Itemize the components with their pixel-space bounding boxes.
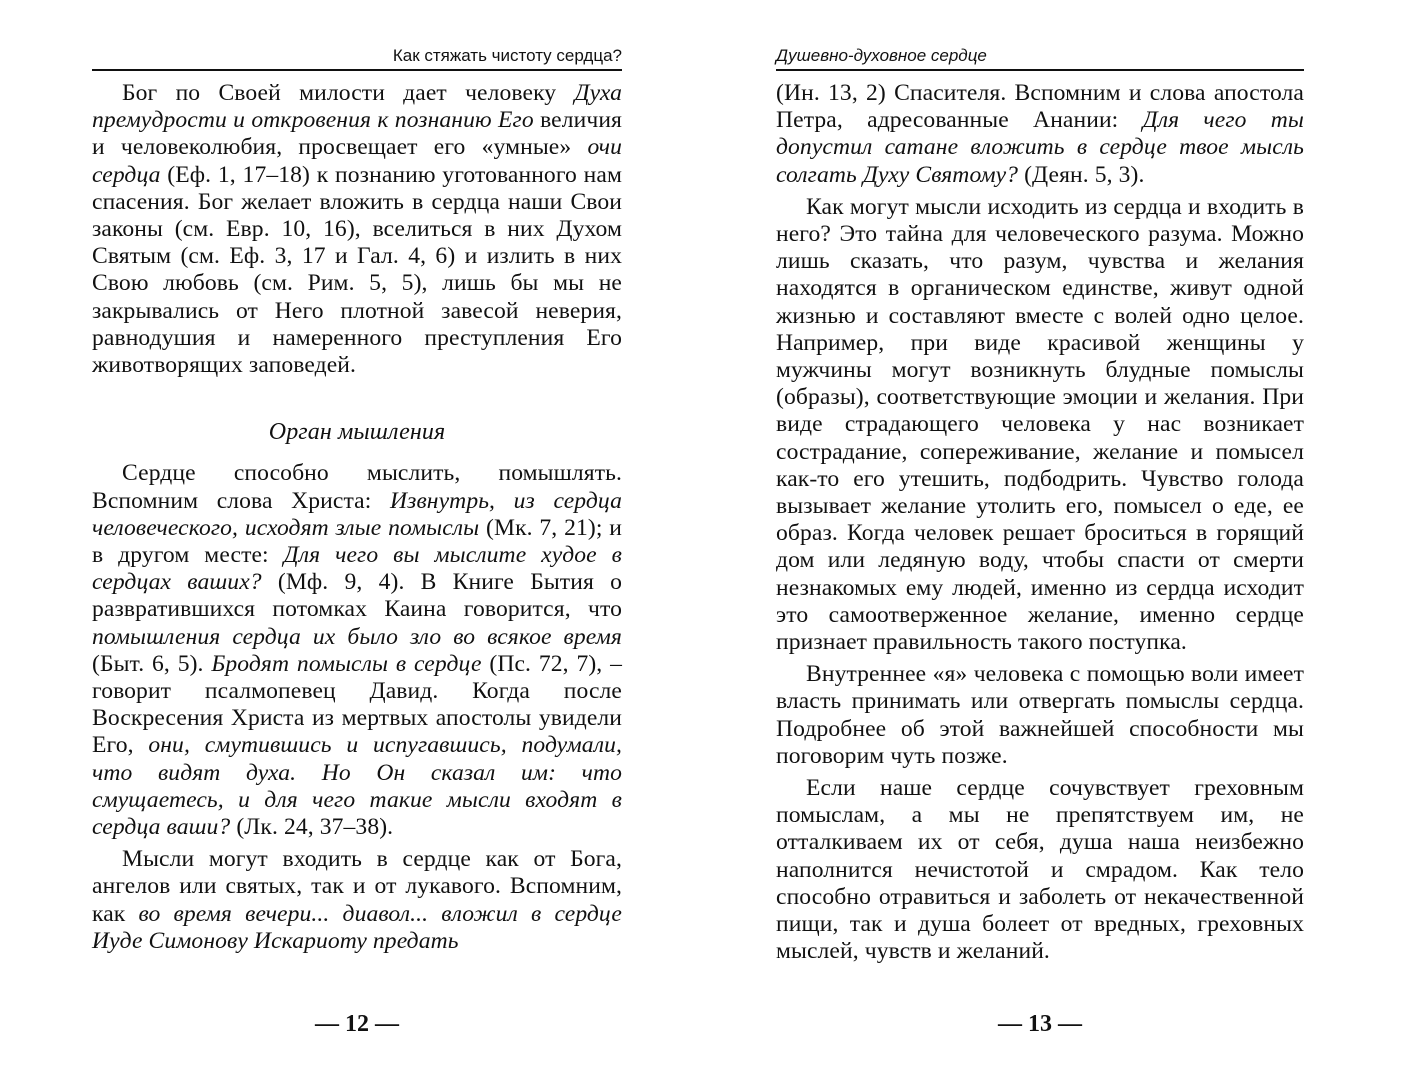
right-page-body	[776, 80, 1304, 966]
section-heading: Орган мышления	[268, 419, 446, 446]
left-page	[92, 0, 622, 1080]
paragraph: (Ин. 13, 2) Спасителя. Вспомним и слова апостола Петра, адресованные Анании: Для чего ты допустил сатане вложить в сердце твое мысль солгать Духу Святому? (Деян. 5, 3).	[776, 80, 1304, 188]
running-head-right: Душевно-духовное сердце	[776, 45, 1304, 71]
right-page	[776, 0, 1304, 1080]
page-number-right: — 13 —	[998, 1011, 1082, 1037]
paragraph: Бог по Своей милости дает человеку Духа премудрости и откровения к познанию Его величия и человеколюбия, просвещает его «умные» очи сердца (Еф. 1, 17–18) к познанию уготованного нам спасения. Бог желает вложить в сердца наши Свои законы (см. Евр. 10, 16), вселиться в них Духом Святым (см. Еф. 3, 17 и Гал. 4, 6) и излить в них Свою любовь (см. Рим. 5, 5), лишь бы мы не закрывались от Него плотной завесой неверия, равнодушия и намеренного преступления Его животворящих заповедей.	[92, 80, 622, 379]
paragraph: Сердце способно мыслить, помышлять. Вспомним слова Христа: Извнутрь, из сердца человеческого, исходят злые помыслы (Мк. 7, 21); и в другом месте: Для чего вы мыслите худое в сердцах ваших? (Мф. 9, 4). В Книге Бытия о развратившихся потомках Каина говорится, что помышления сердца их было зло во всякое время (Быт. 6, 5). Бродят помыслы в сердце (Пс. 72, 7), – говорит псалмопевец Давид. Когда после Воскресения Христа из мертвых апостолы увидели Его, они, смутившись и испугавшись, подумали, что видят духа. Но Он сказал им: что смущаетесь, и для чего такие мысли входят в сердца ваши? (Лк. 24, 37–38).	[92, 460, 623, 841]
paragraph: Как могут мысли исходить из сердца и входить в него? Это тайна для человеческого разума. Можно лишь сказать, что разум, чувства и желания находятся в органическом единстве, живут одной жизнью и составляют вместе с волей одно целое. Например, при виде красивой женщины у мужчины могут возникнуть блудные помыслы (образы), соответствующие эмоции и желания. При виде страдающего человека у нас возникает сострадание, сопереживание, желание и помысел как-то его утешить, подбодрить. Чувство голода вызывает желание утолить его, помысел о еде, ее образ. Когда человек решает броситься в горящий дом или ледяную воду, чтобы спасти от смерти незнакомых ему людей, именно из сердца исходит это самоотверженное желание, именно сердце признает правильность такого поступка.	[776, 193, 1304, 656]
paragraph: Мысли могут входить в сердце как от Бога, ангелов или святых, так и от лукавого. Вспомним, как во время вечери... диавол... вложил в сердце Иуде Симонову Искариоту предать	[92, 846, 622, 954]
running-head-left: Как стяжать чистоту сердца?	[92, 45, 622, 71]
left-page-body	[92, 80, 622, 955]
paragraph: Если наше сердце сочувствует греховным помыслам, а мы не препятствуем им, не отталкиваем их от себя, душа наша неизбежно наполнится нечистотой и смрадом. Как тело способно отравиться и заболеть от некачественной пищи, так и душа болеет от вредных, греховных мыслей, чувств и желаний.	[776, 775, 1304, 965]
paragraph: Внутреннее «я» человека с помощью воли имеет власть принимать или отвергать помыслы сердца. Подробнее об этой важнейшей способности мы поговорим чуть позже.	[776, 661, 1304, 769]
page-number-left: — 12 —	[315, 1011, 399, 1037]
